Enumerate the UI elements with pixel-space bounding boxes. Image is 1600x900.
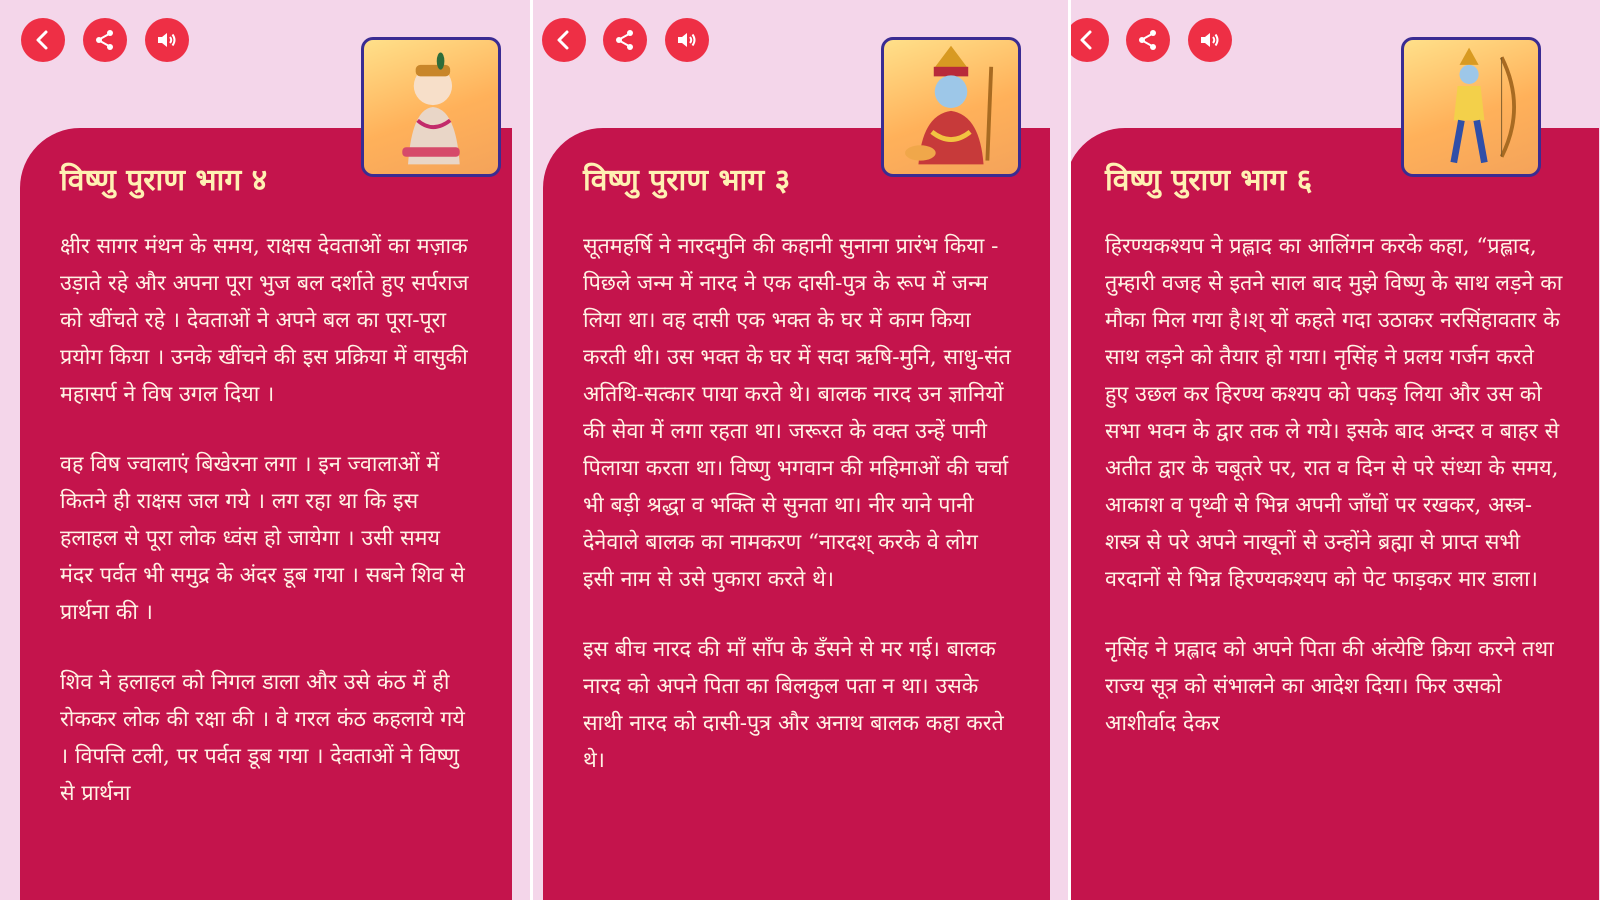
story-panel-1 bbox=[0, 0, 530, 900]
deity-image bbox=[361, 37, 501, 177]
audio-button[interactable] bbox=[1188, 18, 1232, 62]
story-paragraph: हिरण्यकश्यप ने प्रह्लाद का आलिंगन करके कहा, “प्रह्लाद, तुम्हारी वजह से इतने साल बाद मुझे विष्णु के साथ लड़ने का मौका मिल गया है।श् यों कहते गदा उठाकर नरसिंहावतार के साथ लड़ने को तैयार हो गया। नृसिंह ने प्रलय गर्जन करते हुए उछल कर हिरण्य कश्यप को पकड़ लिया और उस को सभा भवन के द्वार तक ले गये। इसके बाद अन्दर व बाहर से अतीत द्वार के चबूतरे पर, रात व दिन से परे संध्या के समय, आकाश व पृथ्वी से भिन्न अपनी जाँघों पर रखकर, अस्त्र-शस्त्र से परे अपने नाखूनों से उन्होंने ब्रह्मा से प्राप्त सभी वरदानों से भिन्न हिरण्यकश्यप को पेट फाड़कर मार डाला। bbox=[1105, 234, 1563, 592]
story-paragraph: नृसिंह ने प्रह्लाद को अपने पिता की अंत्येष्टि क्रिया करने तथा राज्य सूत्र को संभालने का आदेश दिया। फिर उसको आशीर्वाद देकर bbox=[1105, 637, 1554, 736]
story-paragraph: इस बीच नारद की माँ साँप के डँसने से मर गई। बालक नारद को अपने पिता का बिलकुल पता न था। उसके साथी नारद को दासी-पुत्र और अनाथ बालक कहा करते थे। bbox=[583, 637, 1004, 773]
story-title: विष्णु पुराण भाग ६ bbox=[1105, 163, 1313, 198]
story-text bbox=[60, 228, 476, 845]
rama-image bbox=[884, 40, 1018, 174]
share-icon bbox=[1136, 28, 1160, 52]
back-arrow-icon bbox=[31, 28, 55, 52]
share-button[interactable] bbox=[1126, 18, 1170, 62]
rama-with-bow-image bbox=[1404, 40, 1538, 174]
speaker-icon bbox=[675, 28, 699, 52]
back-arrow-icon bbox=[552, 28, 576, 52]
krishna-image bbox=[364, 40, 498, 174]
story-card bbox=[543, 128, 1050, 900]
back-button[interactable] bbox=[1068, 18, 1109, 62]
story-text bbox=[583, 228, 1014, 812]
back-arrow-icon bbox=[1075, 28, 1099, 52]
audio-button[interactable] bbox=[145, 18, 189, 62]
story-paragraph: वह विष ज्वालाएं बिखेरना लगा । इन ज्वालाओं में कितने ही राक्षस जल गये । लग रहा था कि इस हलाहल से पूरा लोक ध्वंस हो जायेगा । उसी समय मंदर पर्वत भी समुद्र के अंदर डूब गया । सबने शिव से प्रार्थना की । bbox=[60, 452, 465, 625]
story-paragraph: शिव ने हलाहल को निगल डाला और उसे कंठ में ही रोककर लोक की रक्षा की । वे गरल कंठ कहलाये गये । विपत्ति टली, पर पर्वत डूब गया । देवताओं ने विष्णु से प्रार्थना bbox=[60, 670, 465, 806]
story-panel-3 bbox=[1068, 0, 1600, 900]
story-title: विष्णु पुराण भाग ४ bbox=[60, 163, 268, 198]
share-button[interactable] bbox=[83, 18, 127, 62]
back-button[interactable] bbox=[21, 18, 65, 62]
story-title: विष्णु पुराण भाग ३ bbox=[583, 163, 791, 198]
audio-button[interactable] bbox=[665, 18, 709, 62]
speaker-icon bbox=[155, 28, 179, 52]
story-paragraph: सूतमहर्षि ने नारदमुनि की कहानी सुनाना प्रारंभ किया - पिछले जन्म में नारद ने एक दासी-पुत्र के रूप में जन्म लिया था। वह दासी एक भक्त के घर में काम किया करती थी। उस भक्त के घर में सदा ऋषि-मुनि, साधु-संत अतिथि-सत्कार पाया करते थे। बालक नारद उन ज्ञानियों की सेवा में लगा रहता था। जरूरत के वक्त उन्हें पानी पिलाया करता था। विष्णु भगवान की महिमाओं की चर्चा भी बड़ी श्रद्धा व भक्ति से सुनता था। नीर याने पानी देनेवाले बालक का नामकरण “नारदश् करके वे लोग इसी नाम से उसे पुकारा करते थे। bbox=[583, 234, 1011, 592]
deity-image bbox=[881, 37, 1021, 177]
share-button[interactable] bbox=[603, 18, 647, 62]
story-text bbox=[1105, 228, 1563, 775]
back-button[interactable] bbox=[542, 18, 586, 62]
share-icon bbox=[613, 28, 637, 52]
story-paragraph: क्षीर सागर मंथन के समय, राक्षस देवताओं का मज़ाक उड़ाते रहे और अपना पूरा भुज बल दर्शाते हुए सर्पराज को खींचते रहे । देवताओं ने अपने बल का पूरा-पूरा प्रयोग किया । उनके खींचने की इस प्रक्रिया में वासुकी महासर्प ने विष उगल दिया । bbox=[60, 234, 469, 407]
story-card bbox=[20, 128, 512, 900]
speaker-icon bbox=[1198, 28, 1222, 52]
share-icon bbox=[93, 28, 117, 52]
story-panel-2 bbox=[530, 0, 1068, 900]
story-card bbox=[1068, 128, 1599, 900]
deity-image bbox=[1401, 37, 1541, 177]
